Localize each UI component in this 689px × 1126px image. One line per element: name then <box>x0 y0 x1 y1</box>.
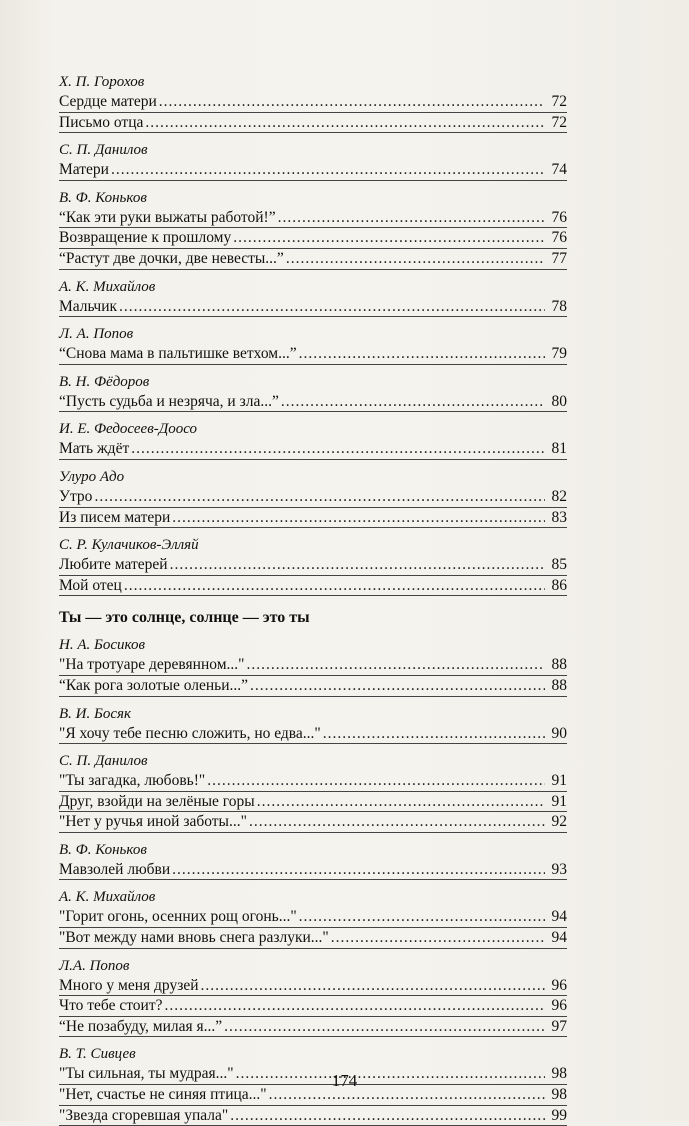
toc-entry-title: “Как рога золотые оленьи...” <box>59 676 249 694</box>
toc-entry-title: "Ты загадка, любовь!" <box>59 772 206 790</box>
dot-leader <box>119 297 545 317</box>
dot-leader <box>172 860 545 880</box>
toc-entry <box>59 928 567 949</box>
toc-entry-page: 76 <box>551 229 567 247</box>
toc-entry-page: 72 <box>551 93 567 110</box>
dot-leader <box>286 249 545 269</box>
toc-author: А. К. Михайлов <box>59 889 156 906</box>
toc-author: Х. П. Горохов <box>59 74 145 90</box>
dot-leader <box>257 792 545 812</box>
toc-entry <box>59 996 567 1017</box>
toc-entry-title: Друг, взойди на зелёные горы <box>59 792 255 810</box>
toc-entry-title: Много у меня друзей <box>59 976 199 994</box>
toc-entry-title: "Нет, счастье не синяя птица..." <box>59 1086 267 1104</box>
toc-entry-page: 79 <box>551 345 567 363</box>
toc-entry <box>59 724 567 745</box>
toc-entry-page: 98 <box>551 1086 567 1104</box>
toc-entry-title: “Снова мама в пальтишке ветхом...” <box>59 345 297 363</box>
page-number: 174 <box>331 1071 358 1090</box>
toc-entry-title: "Горит огонь, осенних рощ огонь..." <box>59 908 297 926</box>
dot-leader <box>131 439 545 459</box>
toc-entry <box>59 976 567 997</box>
dot-leader <box>331 928 545 948</box>
toc-entry-page: 97 <box>551 1017 567 1035</box>
toc-entry <box>59 344 567 365</box>
toc-entry-title: Из писем матери <box>59 508 171 526</box>
toc-entry-page: 77 <box>551 249 567 267</box>
toc-author: И. Е. Федосеев-Доосо <box>59 421 198 438</box>
dot-leader <box>233 228 545 248</box>
toc-entry-page: 90 <box>551 724 567 742</box>
toc-entry-title: Мать ждёт <box>59 440 130 458</box>
toc-entry-title: Мой отец <box>59 576 122 594</box>
toc-author: А. К. Михайлов <box>59 278 156 295</box>
toc-entry-page: 81 <box>551 440 567 458</box>
dot-leader <box>249 812 545 832</box>
toc-entry <box>59 508 567 529</box>
toc-entry-title: "Звезда сгоревшая упала" <box>59 1106 229 1124</box>
toc-entry <box>59 676 567 697</box>
dot-leader <box>159 92 545 112</box>
toc-entry <box>59 297 567 318</box>
toc-entry-title: Утро <box>59 487 93 505</box>
dot-leader <box>299 344 545 364</box>
toc-entry-title: Мавзолей любви <box>59 860 171 878</box>
toc-entry <box>59 1017 567 1038</box>
toc-section-heading: Ты — это солнце, солнце — это ты <box>59 609 310 627</box>
toc-entry <box>59 160 567 181</box>
dot-leader <box>170 555 545 575</box>
toc-entry-title: “Не позабуду, милая я...” <box>59 1017 223 1035</box>
toc-entry-page: 82 <box>551 487 567 505</box>
toc-author: В. И. Босяк <box>59 705 131 722</box>
toc-entry-page: 85 <box>551 556 567 574</box>
toc-entry-page: 92 <box>551 813 567 831</box>
toc-entry-title: "Ты сильная, ты мудрая..." <box>59 1065 234 1083</box>
toc-entry-page: 72 <box>551 113 567 131</box>
toc-entry-title: “Растут две дочки, две невесты...” <box>59 249 284 267</box>
toc-entry <box>59 576 567 597</box>
toc-entry-page: 96 <box>551 976 567 994</box>
toc-entry <box>59 439 567 460</box>
toc-entry-title: “Как эти руки выжаты работой!” <box>59 208 276 226</box>
dot-leader <box>250 676 545 696</box>
toc-author: С. П. Данилов <box>59 753 148 770</box>
toc-entry <box>59 92 567 113</box>
dot-leader <box>207 771 545 791</box>
toc-entry <box>59 113 567 134</box>
toc-author: С. Р. Кулачиков-Элляй <box>59 537 199 554</box>
toc-entry-title: Сердце матери <box>59 93 157 110</box>
toc-entry-page: 74 <box>551 161 567 179</box>
toc-entry-page: 78 <box>551 297 567 315</box>
toc-entry-page: 88 <box>551 656 567 674</box>
dot-leader <box>124 576 545 596</box>
toc-entry-page: 83 <box>551 508 567 526</box>
toc-entry <box>59 812 567 833</box>
dot-leader <box>299 907 545 927</box>
toc-entry <box>59 228 567 249</box>
toc-entry-page: 99 <box>551 1106 567 1124</box>
toc-entry-title: "Я хочу тебе песню сложить, но едва..." <box>59 724 321 742</box>
table-of-contents <box>59 73 567 1126</box>
toc-entry-title: Возвращение к прошлому <box>59 229 232 247</box>
toc-author: Л.А. Попов <box>59 957 130 974</box>
toc-entry <box>59 249 567 270</box>
toc-entry <box>59 487 567 508</box>
toc-entry-page: 94 <box>551 929 567 947</box>
dot-leader <box>172 508 545 528</box>
dot-leader <box>230 1106 545 1126</box>
toc-entry <box>59 392 567 413</box>
dot-leader <box>94 487 545 507</box>
toc-author: В. Т. Сивцев <box>59 1046 136 1063</box>
toc-entry <box>59 208 567 229</box>
dot-leader <box>201 976 545 996</box>
toc-author: С. П. Данилов <box>59 142 148 159</box>
toc-entry-page: 86 <box>551 576 567 594</box>
toc-entry <box>59 860 567 881</box>
toc-entry-page: 98 <box>551 1065 567 1083</box>
toc-entry-page: 91 <box>551 772 567 790</box>
toc-entry-title: Матери <box>59 161 109 179</box>
toc-entry-title: "Вот между нами вновь снега разлуки..." <box>59 929 329 947</box>
toc-entry <box>59 907 567 928</box>
toc-author: В. Ф. Коньков <box>59 189 147 206</box>
dot-leader <box>145 113 545 133</box>
toc-entry <box>59 792 567 813</box>
dot-leader <box>224 1017 545 1037</box>
dot-leader <box>111 160 545 180</box>
dot-leader <box>323 724 545 744</box>
dot-leader <box>165 996 545 1016</box>
toc-entry-title: Что тебе стоит? <box>59 997 163 1015</box>
toc-author: В. Ф. Коньков <box>59 841 147 858</box>
toc-entry <box>59 771 567 792</box>
toc-entry-title: "На тротуаре деревянном..." <box>59 656 245 674</box>
toc-entry-page: 76 <box>551 208 567 226</box>
toc-entry-page: 96 <box>551 997 567 1015</box>
toc-entry <box>59 1106 567 1126</box>
toc-entry-page: 91 <box>551 792 567 810</box>
toc-author: В. Н. Фёдоров <box>59 373 150 390</box>
toc-entry-title: Письмо отца <box>59 113 144 131</box>
toc-entry-title: Мальчик <box>59 297 118 315</box>
toc-author: Н. А. Босиков <box>59 637 145 654</box>
toc-entry-title: Любите матерей <box>59 556 168 574</box>
dot-leader <box>281 392 545 412</box>
dot-leader <box>246 655 545 675</box>
toc-entry-page: 93 <box>551 860 567 878</box>
toc-entry-page: 80 <box>551 392 567 410</box>
toc-entry-page: 94 <box>551 908 567 926</box>
toc-entry-title: "Нет у ручья иной заботы..." <box>59 813 247 831</box>
toc-entry-page: 88 <box>551 676 567 694</box>
toc-entry-title: “Пусть судьба и незряча, и зла...” <box>59 392 279 410</box>
toc-author: Улуро Адо <box>59 468 125 485</box>
toc-entry <box>59 555 567 576</box>
toc-author: Л. А. Попов <box>59 326 134 343</box>
toc-entry <box>59 655 567 676</box>
dot-leader <box>278 208 545 228</box>
